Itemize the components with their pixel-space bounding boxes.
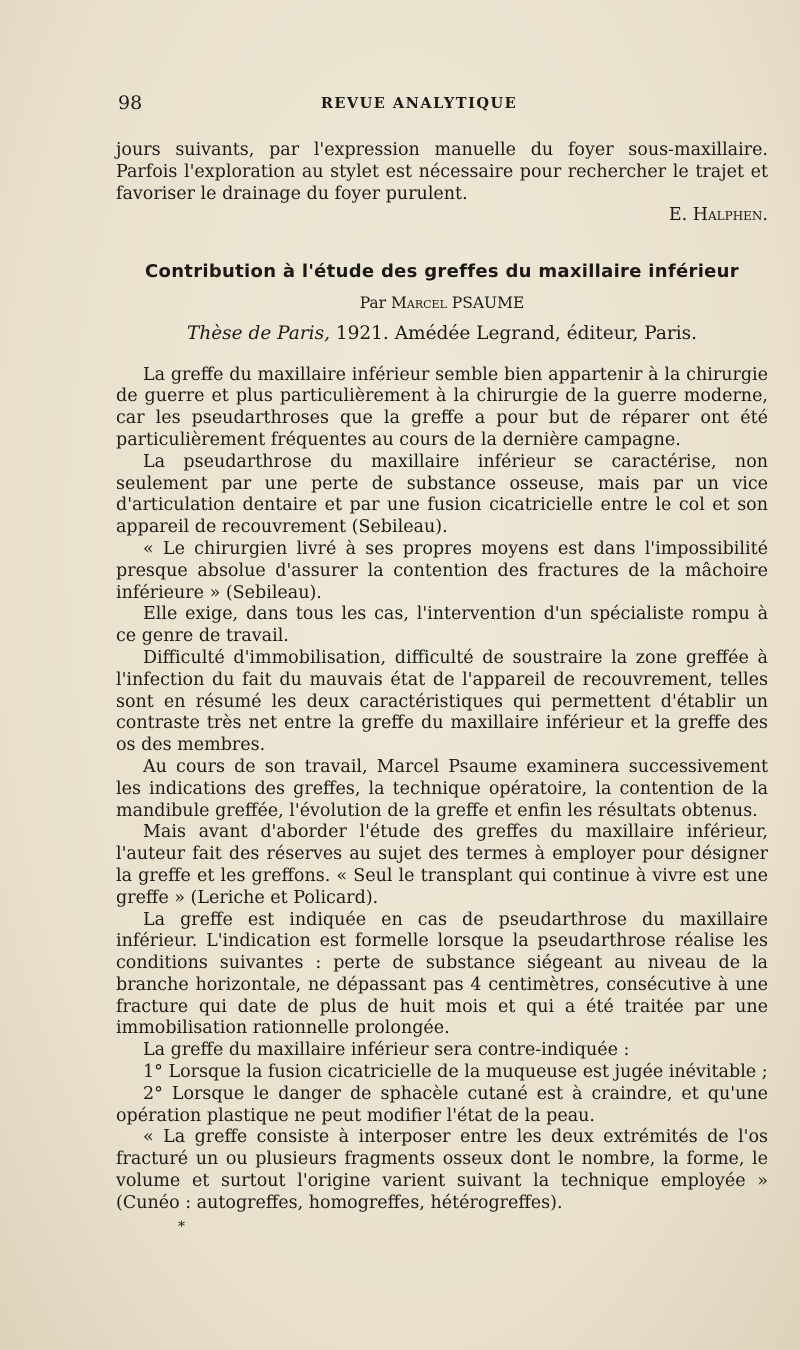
thesis-publisher: 1921. Amédée Legrand, éditeur, Paris. (329, 322, 697, 344)
article-byline (116, 293, 768, 315)
running-title: REVUE ANALYTIQUE (320, 95, 518, 112)
paragraph: La pseudarthrose du maxillaire inférieur se caractérise, non seulement par une perte de substance osseuse, mais par un vice d'articulation dentaire et par une fusion cicatricielle entre le col et son appareil de recouvrement (Sebileau). (116, 451, 768, 538)
paragraph: Elle exige, dans tous les cas, l'intervention d'un spécialiste rompu à ce genre de travail. (116, 604, 768, 647)
paragraph: Difficulté d'immobilisation, difficulté de soustraire la zone greffée à l'infection du fait du mauvais état de l'appareil de recouvrement, telles sont en résumé les deux caractéristiques qui permettent d'établir un contraste très net entre la greffe du maxillaire inférieur et la greffe des os des membres. (116, 647, 768, 756)
paragraph: Mais avant d'aborder l'étude des greffes du maxillaire inférieur, l'auteur fait des réserves au sujet des termes à employer pour désigner la greffe et les greffons. « Seul le transplant qui continue à vivre est une greffe » (Leriche et Policard). (116, 822, 768, 908)
paragraph: La greffe du maxillaire inférieur sera contre-indiquée : (143, 1040, 630, 1061)
paragraph: La greffe est indiquée en cas de pseudarthrose du maxillaire inférieur. L'indication est formelle lorsque la pseudarthrose réalise les conditions suivantes : perte de substance siégeant au niveau de la branche horizontale, ne dépassant pas 4 centimètres, consécutive à une fracture qui date de plus de huit mois et qui a été traitée par une immobilisation rationnelle prolongée. (116, 909, 768, 1039)
signature-text: E. Halphen. (668, 205, 768, 226)
intro-paragraph: jours suivants, par l'expression manuelle du foyer sous-maxillaire. Parfois l'exploration au stylet est nécessaire pour rechercher le trajet et favoriser le drainage du foyer purulent. (116, 140, 768, 204)
paragraph: Au cours de son travail, Marcel Psaume examinera successivement les indications des greffes, la technique opératoire, la contention de la mandibule greffée, l'évolution de la greffe et enfin les résultats obtenus. (116, 756, 768, 821)
byline-author: Marcel PSAUME (391, 293, 525, 312)
paragraph: 1° Lorsque la fusion cicatricielle de la muqueuse est jugée inévitable ; (143, 1062, 768, 1083)
paragraph: 2° Lorsque le danger de sphacèle cutané est à craindre, et qu'une opération plastique ne peut modifier l'état de la peau. (116, 1083, 768, 1126)
paragraph: La greffe du maxillaire inférieur semble bien appartenir à la chirurgie de guerre et plus particulièrement à la chirurgie de la guerre moderne, car les pseudarthroses que la greffe a pour but de réparer ont été particulièrement fréquentes au cours de la dernière campagne. (116, 364, 768, 450)
thesis-citation (116, 323, 768, 345)
page-content (116, 140, 768, 1238)
article-title: Contribution à l'étude des greffes du maxillaire inférieur (145, 261, 739, 283)
byline-prefix: Par (359, 293, 387, 312)
article-body (116, 365, 768, 1239)
thesis-title: Thèse de Paris, (186, 322, 330, 344)
end-mark: * (178, 1218, 185, 1235)
paragraph: « La greffe consiste à interposer entre les deux extrémités de l'os fracturé un ou plusieurs fragments osseux dont le nombre, la forme, le volume et surtout l'origine varient suivant la technique employée » (Cunéo : autogreffes, homogreffes, hétérogreffes). (116, 1127, 768, 1213)
paragraph: « Le chirurgien livré à ses propres moyens est dans l'impossibilité presque absolue d'assurer la contention des fractures de la mâchoire inférieure » (Sebileau). (116, 538, 768, 603)
page-header (118, 92, 760, 116)
intro-signature (116, 205, 768, 227)
page-number: 98 (118, 92, 143, 114)
